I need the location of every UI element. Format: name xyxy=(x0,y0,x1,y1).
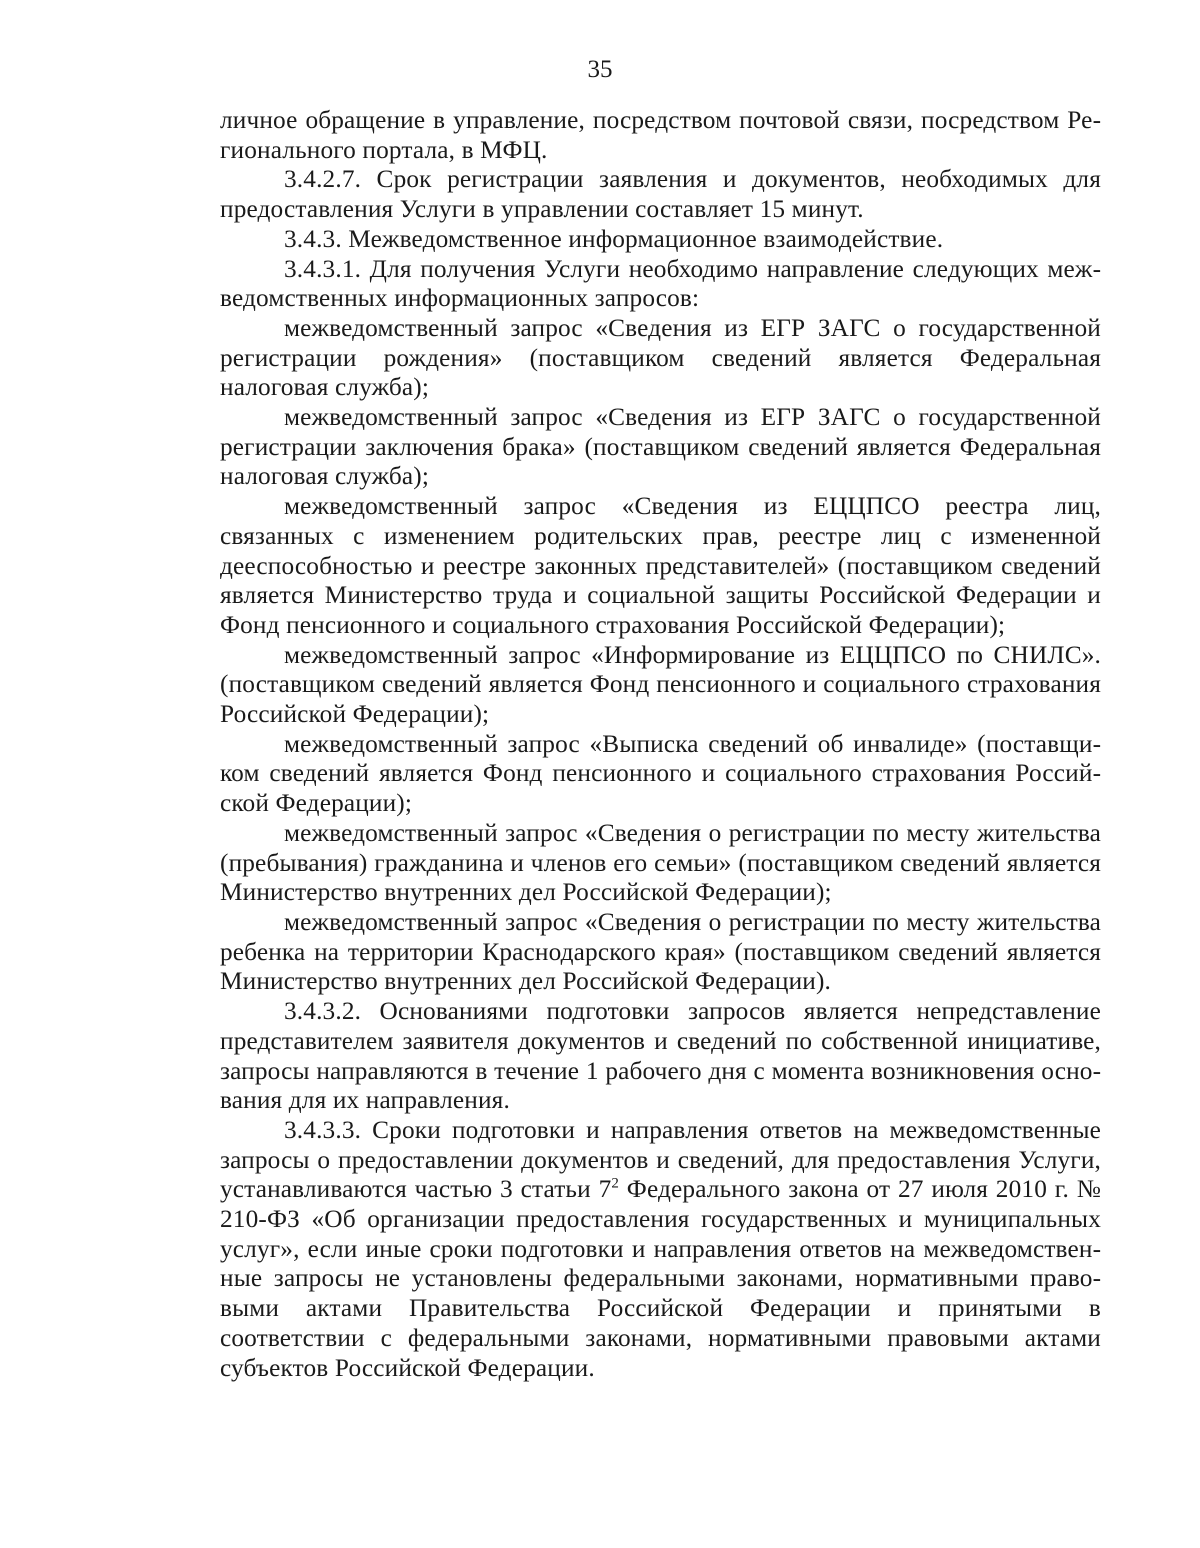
request-item-birth-registration: межведомственный запрос «Сведения из ЕГР ЗАГС о государственной регистрации рождения» (поставщиком сведений является Федеральная налоговая служба); xyxy=(220,313,1101,402)
request-item-citizen-residence: межведомственный запрос «Сведения о регистрации по месту жительства (пребывания) гражданина и членов его семьи» (поставщиком сведений является Министерство внутренних дел Российской Федерации); xyxy=(220,818,1101,907)
paragraph-continuation: личное обращение в управление, посредством почтовой связи, посредством Регионального портала, в МФЦ. xyxy=(220,106,1101,164)
paragraph-3-4-3-1: 3.4.3.1. Для получения Услуги необходимо направление следующих межведомственных информационных запросов: xyxy=(220,254,1101,313)
paragraph-3-4-3-2: 3.4.3.2. Основаниями подготовки запросов является непредставление представителем заявителя документов и сведений по собственной инициативе, запросы направляются в течение 1 рабочего дня с момента возникновения основания для их направления. xyxy=(220,997,1101,1115)
request-item-child-residence: межведомственный запрос «Сведения о регистрации по месту жительства ребенка на территории Краснодарского края» (поставщиком сведений является Министерство внутренних дел Российской Федерации). xyxy=(220,907,1101,996)
paragraph-3-4-2-7: 3.4.2.7. Срок регистрации заявления и документов, необходимых для предоставления Услуги в управлении составляет 15 минут. xyxy=(220,165,1101,224)
paragraph-3-4-3: 3.4.3. Межведомственное информационное взаимодействие. xyxy=(284,224,944,253)
request-item-marriage-registration: межведомственный запрос «Сведения из ЕГР ЗАГС о государственной регистрации заключения брака» (поставщиком сведений является Федеральная налоговая служба); xyxy=(220,403,1101,491)
document-body xyxy=(220,106,1101,1383)
paragraph-3-4-3-3-part-2: Федерального закона от 27 июля 2010 г. № 210-ФЗ «Об организации предоставления государственных и муниципальных услуг», если иные сроки подготовки и направления ответов на межведомственные запросы не установлены федеральными законами, нормативными правовыми актами Правительства Российской Федерации и принятыми в соответствии с федеральными законами, нормативными правовыми актами субъектов Российской Федерации. xyxy=(220,1175,1101,1382)
request-item-parental-rights-registry: межведомственный запрос «Сведения из ЕЦЦПСО реестра лиц, связанных с изменением родительских прав, реестре лиц с измененной дееспособностью и реестре законных представителей» (поставщиком сведений является Министерство труда и социальной защиты Российской Федерации и Фонд пенсионного и социального страхования Российской Федерации); xyxy=(220,492,1101,639)
request-item-snils-info: межведомственный запрос «Информирование из ЕЦЦПСО по СНИЛС». (поставщиком сведений является Фонд пенсионного и социального страхования Российской Федерации); xyxy=(220,640,1101,729)
paragraph-3-4-3-3-part-1: 3.4.3.3. Сроки подготовки и направления ответов на межведомственные запросы о предоставлении документов и сведений, для предоставления Услуги, устанавливаются частью 3 статьи 7 xyxy=(220,1115,1101,1204)
request-item-disability-extract: межведомственный запрос «Выписка сведений об инвалиде» (поставщиком сведений является Фонд пенсионного и социального страхования Российской Федерации); xyxy=(220,729,1101,818)
article-superscript: 2 xyxy=(611,1175,620,1192)
paragraph-3-4-3-3 xyxy=(220,1116,1101,1383)
page-number: 35 xyxy=(587,56,613,83)
